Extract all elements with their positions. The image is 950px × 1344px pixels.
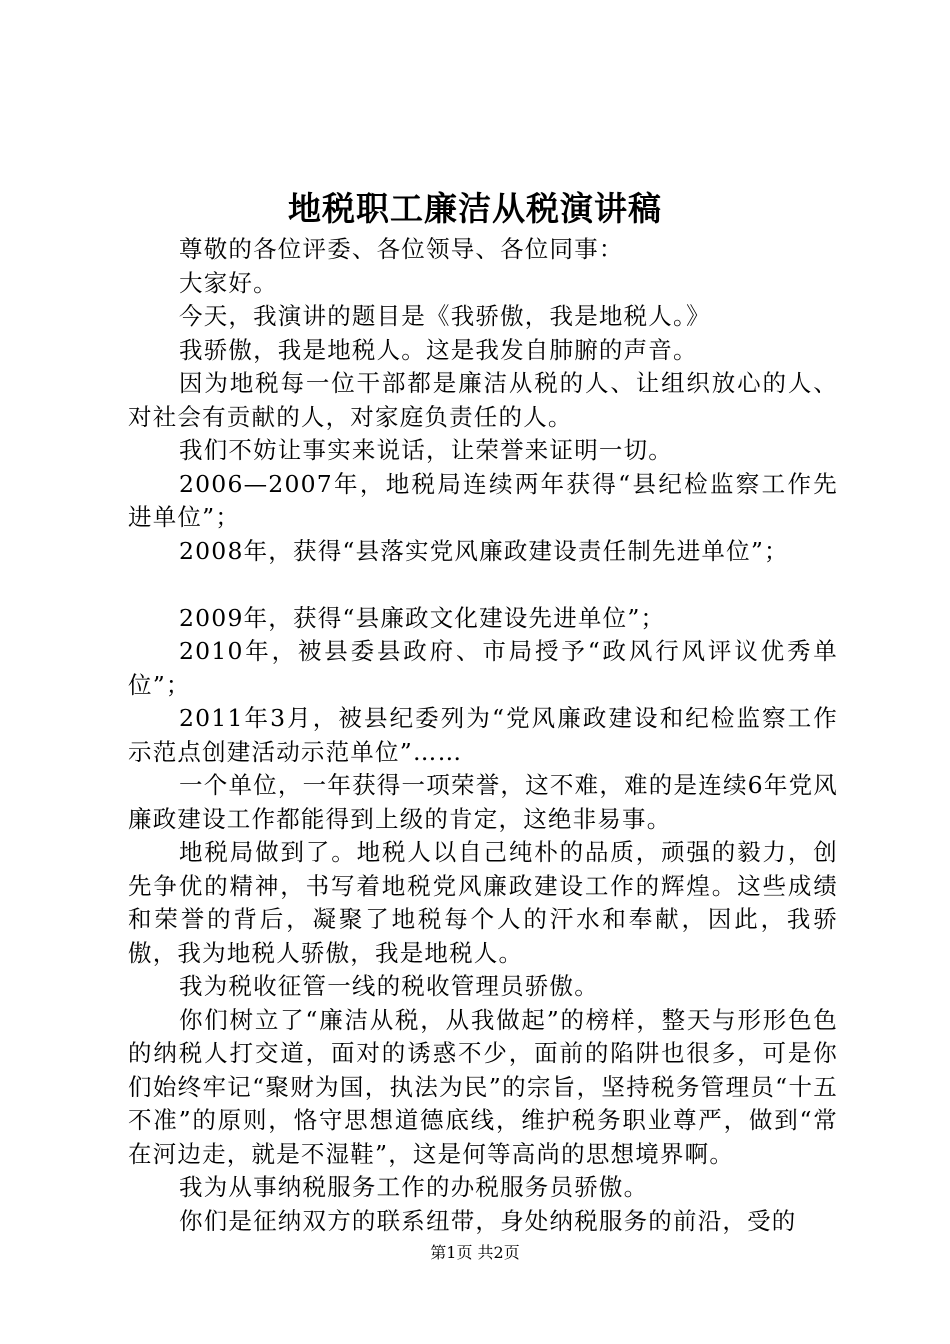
paragraph-honor-2009: 2009年，获得“县廉政文化建设先进单位”； — [179, 603, 666, 632]
paragraph: 一个单位，一年获得一项荣誉，这不难，难的是连续6年党风廉政建设工作都能得到上级的肯定，这绝非易事。 — [128, 771, 838, 833]
paragraph: 我们不妨让事实来说话，让荣誉来证明一切。 — [179, 436, 673, 464]
paragraph: 你们树立了“廉洁从税，从我做起”的榜样，整天与形形色色的纳税人打交道，面对的诱惑不少，面前的陷阱也很多，可是你们始终牢记“聚财为国，执法为民”的宗旨，坚持税务管理员“十五不准”的原则，恪守思想道德底线，维护税务职业尊严，做到“常在河边走，就是不湿鞋”，这是何等高尚的思想境界啊。 — [128, 1005, 838, 1168]
paragraph: 我为税收征管一线的税收管理员骄傲。 — [179, 972, 599, 1000]
paragraph: 我骄傲，我是地税人。这是我发自肺腑的声音。 — [179, 335, 698, 364]
paragraph-honor-2010: 2010年，被县委县政府、市局授予“政风行风评议优秀单位”； — [128, 637, 838, 699]
paragraph: 我为从事纳税服务工作的办税服务员骄傲。 — [179, 1173, 649, 1201]
paragraph-salutation: 尊敬的各位评委、各位领导、各位同事： — [179, 235, 624, 263]
paragraph-honor-2008: 2008年，获得“县落实党风廉政建设责任制先进单位”； — [179, 536, 789, 565]
document-title: 地税职工廉洁从税演讲稿 — [288, 189, 662, 228]
page-number-footer: 第1页 共2页 — [430, 1243, 520, 1262]
paragraph-topic: 今天，我演讲的题目是《我骄傲，我是地税人。》 — [179, 302, 711, 330]
paragraph: 你们是征纳双方的联系纽带，身处纳税服务的前沿，受的 — [179, 1206, 797, 1235]
paragraph-greeting: 大家好。 — [179, 268, 278, 297]
paragraph: 因为地税每一位干部都是廉洁从税的人、让组织放心的人、对社会有贡献的人，对家庭负责任的人。 — [128, 369, 838, 431]
blank-line — [128, 568, 838, 602]
paragraph-honor-2011: 2011年3月，被县纪委列为“党风廉政建设和纪检监察工作示范点创建活动示范单位”…… — [128, 704, 838, 766]
paragraph: 地税局做到了。地税人以自己纯朴的品质，顽强的毅力，创先争优的精神，书写着地税党风廉政建设工作的辉煌。这些成绩和荣誉的背后，凝聚了地税每个人的汗水和奉献，因此，我骄傲，我为地税人骄傲，我是地税人。 — [128, 838, 838, 967]
document-body — [128, 233, 838, 1238]
paragraph-honor-2006: 2006—2007年，地税局连续两年获得“县纪检监察工作先进单位”； — [128, 469, 838, 531]
